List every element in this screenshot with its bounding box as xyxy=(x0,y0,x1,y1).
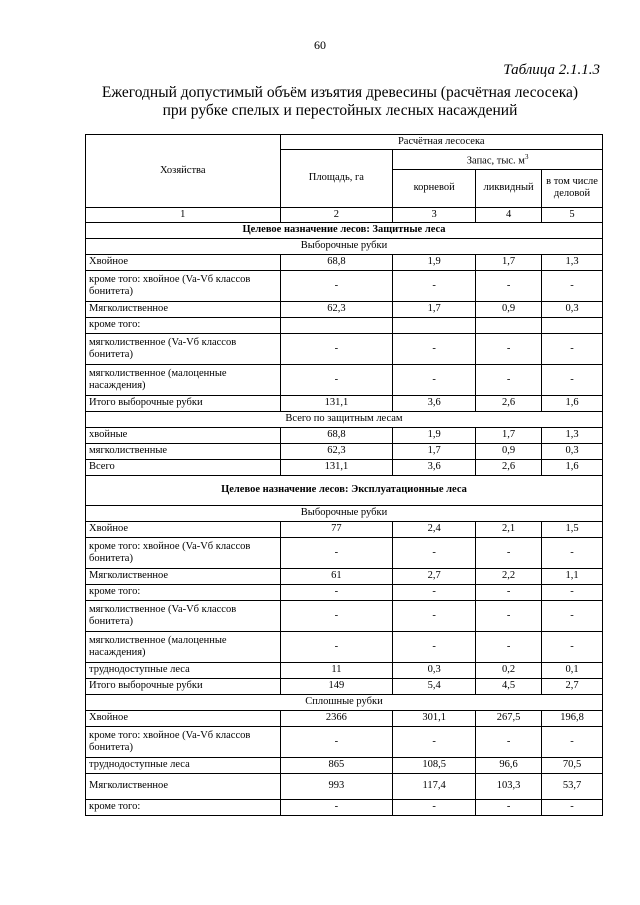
cell-stock-root: 2,7 xyxy=(393,568,476,584)
cell-area: - xyxy=(280,726,393,757)
table-row xyxy=(86,333,603,364)
header-stock-label: Запас, тыс. м xyxy=(466,155,525,167)
cell-stock-liquid: 0,9 xyxy=(476,443,542,459)
cell-stock-liquid xyxy=(476,317,542,333)
cutting-table xyxy=(85,134,603,816)
cell-stock-business: - xyxy=(542,799,603,815)
row-label: Мягколиственное xyxy=(86,773,281,799)
cell-stock-business: - xyxy=(542,333,603,364)
cell-stock-root: - xyxy=(393,537,476,568)
cell-area: - xyxy=(280,270,393,301)
section-title: Целевое назначение лесов: Защитные леса xyxy=(86,222,603,238)
table-row xyxy=(86,726,603,757)
cell-stock-business xyxy=(542,317,603,333)
subsection-row xyxy=(86,694,603,710)
cell-stock-root: 2,4 xyxy=(393,521,476,537)
cell-stock-root: - xyxy=(393,333,476,364)
row-label: труднодоступные леса xyxy=(86,757,281,773)
cell-area: 11 xyxy=(280,662,393,678)
cell-stock-root: - xyxy=(393,631,476,662)
cell-stock-root: 1,7 xyxy=(393,301,476,317)
table-row xyxy=(86,317,603,333)
cell-stock-liquid: - xyxy=(476,726,542,757)
cell-stock-business: 1,3 xyxy=(542,254,603,270)
table-header xyxy=(86,135,603,223)
cell-stock-liquid: 2,6 xyxy=(476,459,542,475)
cell-stock-root: - xyxy=(393,364,476,395)
cell-stock-liquid: 4,5 xyxy=(476,678,542,694)
colnum-2: 2 xyxy=(280,207,393,222)
table-row xyxy=(86,270,603,301)
colnum-4: 4 xyxy=(476,207,542,222)
cell-area: - xyxy=(280,799,393,815)
row-label: мягколиственные xyxy=(86,443,281,459)
table-row xyxy=(86,799,603,815)
title-line-1: Ежегодный допустимый объём изъятия древесины (расчётная лесосека) xyxy=(101,84,579,101)
cell-area: 61 xyxy=(280,568,393,584)
cell-area: - xyxy=(280,600,393,631)
header-calc-cut: Расчётная лесосека xyxy=(280,135,602,150)
cell-area: 149 xyxy=(280,678,393,694)
cell-stock-business: 1,1 xyxy=(542,568,603,584)
cell-stock-liquid: 267,5 xyxy=(476,710,542,726)
table-row xyxy=(86,521,603,537)
cell-stock-business: 0,1 xyxy=(542,662,603,678)
cell-stock-business: - xyxy=(542,600,603,631)
cell-area: - xyxy=(280,584,393,600)
cell-area: - xyxy=(280,631,393,662)
cell-stock-liquid: - xyxy=(476,537,542,568)
cell-stock-business: 1,5 xyxy=(542,521,603,537)
cell-stock-root: 3,6 xyxy=(393,459,476,475)
cell-area: - xyxy=(280,364,393,395)
cell-stock-root: - xyxy=(393,726,476,757)
colnum-5: 5 xyxy=(542,207,603,222)
subsection-row xyxy=(86,411,603,427)
table-row xyxy=(86,459,603,475)
section-row xyxy=(86,475,603,505)
cell-area: 865 xyxy=(280,757,393,773)
cell-stock-business: 0,3 xyxy=(542,443,603,459)
table-row xyxy=(86,773,603,799)
row-label: кроме того: хвойное (Va-Vб классов бонитета) xyxy=(86,726,281,757)
row-label: Хвойное xyxy=(86,710,281,726)
table-row xyxy=(86,631,603,662)
cell-stock-liquid: - xyxy=(476,600,542,631)
table-row xyxy=(86,584,603,600)
cell-area: 68,8 xyxy=(280,254,393,270)
table-row xyxy=(86,427,603,443)
table-row xyxy=(86,600,603,631)
cell-stock-business: 2,7 xyxy=(542,678,603,694)
colnum-1: 1 xyxy=(86,207,281,222)
row-label: кроме того: xyxy=(86,584,281,600)
header-stock-sup: 3 xyxy=(524,153,529,161)
table-number: Таблица 2.1.1.3 xyxy=(503,62,600,78)
row-label: мягколиственное (малоценные насаждения) xyxy=(86,631,281,662)
cell-stock-business: - xyxy=(542,537,603,568)
cell-stock-liquid: - xyxy=(476,584,542,600)
row-label: мягколиственное (Va-Vб классов бонитета) xyxy=(86,600,281,631)
cell-area: 68,8 xyxy=(280,427,393,443)
subsection-title: Выборочные рубки xyxy=(86,238,603,254)
cell-stock-business: - xyxy=(542,726,603,757)
row-label: кроме того: xyxy=(86,799,281,815)
cell-area: - xyxy=(280,333,393,364)
row-label: Мягколиственное xyxy=(86,568,281,584)
header-area: Площадь, га xyxy=(280,150,393,208)
header-stock xyxy=(393,150,603,170)
row-label: мягколиственное (Va-Vб классов бонитета) xyxy=(86,333,281,364)
row-label: кроме того: xyxy=(86,317,281,333)
subsection-title: Сплошные рубки xyxy=(86,694,603,710)
table-row xyxy=(86,662,603,678)
cell-area: 131,1 xyxy=(280,459,393,475)
cell-stock-business: - xyxy=(542,584,603,600)
table-row xyxy=(86,254,603,270)
cell-stock-liquid: - xyxy=(476,364,542,395)
cell-area: 62,3 xyxy=(280,301,393,317)
table-row xyxy=(86,710,603,726)
cell-area: - xyxy=(280,537,393,568)
cell-stock-liquid: - xyxy=(476,270,542,301)
row-label: хвойные xyxy=(86,427,281,443)
cell-stock-liquid: 0,2 xyxy=(476,662,542,678)
cell-stock-root xyxy=(393,317,476,333)
table-row xyxy=(86,757,603,773)
cell-stock-root: 5,4 xyxy=(393,678,476,694)
cell-area: 62,3 xyxy=(280,443,393,459)
section-row xyxy=(86,222,603,238)
cell-stock-root: 1,9 xyxy=(393,427,476,443)
cell-area: 131,1 xyxy=(280,395,393,411)
cell-area: 993 xyxy=(280,773,393,799)
subsection-row xyxy=(86,238,603,254)
subsection-title: Всего по защитным лесам xyxy=(86,411,603,427)
cell-stock-liquid: 0,9 xyxy=(476,301,542,317)
cell-stock-liquid: - xyxy=(476,333,542,364)
row-label: труднодоступные леса xyxy=(86,662,281,678)
cell-area: 77 xyxy=(280,521,393,537)
row-label: Мягколиственное xyxy=(86,301,281,317)
page-number: 60 xyxy=(314,38,326,52)
table-row xyxy=(86,568,603,584)
subsection-title: Выборочные рубки xyxy=(86,505,603,521)
cell-stock-root: - xyxy=(393,799,476,815)
cell-stock-business: - xyxy=(542,364,603,395)
row-label: Всего xyxy=(86,459,281,475)
cell-stock-liquid: 103,3 xyxy=(476,773,542,799)
row-label: кроме того: хвойное (Va-Vб классов бонитета) xyxy=(86,270,281,301)
row-label: Хвойное xyxy=(86,521,281,537)
cell-stock-root: 117,4 xyxy=(393,773,476,799)
cell-stock-liquid: 1,7 xyxy=(476,427,542,443)
cell-stock-liquid: 2,2 xyxy=(476,568,542,584)
cell-stock-liquid: 96,6 xyxy=(476,757,542,773)
cell-stock-root: 301,1 xyxy=(393,710,476,726)
subsection-row xyxy=(86,505,603,521)
cell-area xyxy=(280,317,393,333)
cell-stock-liquid: 2,1 xyxy=(476,521,542,537)
cell-stock-business: 1,6 xyxy=(542,395,603,411)
colnum-3: 3 xyxy=(393,207,476,222)
cell-stock-business: 1,6 xyxy=(542,459,603,475)
cell-stock-root: 0,3 xyxy=(393,662,476,678)
row-label: Итого выборочные рубки xyxy=(86,395,281,411)
cell-stock-root: - xyxy=(393,584,476,600)
cell-stock-liquid: - xyxy=(476,631,542,662)
cell-stock-root: - xyxy=(393,600,476,631)
table-row xyxy=(86,443,603,459)
row-label: Итого выборочные рубки xyxy=(86,678,281,694)
cell-stock-root: 1,9 xyxy=(393,254,476,270)
table-row xyxy=(86,364,603,395)
table-row xyxy=(86,301,603,317)
title-line-2: при рубке спелых и перестойных лесных насаждений xyxy=(162,102,518,119)
table-body xyxy=(86,222,603,815)
row-label: мягколиственное (малоценные насаждения) xyxy=(86,364,281,395)
header-farms: Хозяйства xyxy=(86,135,281,208)
section-title: Целевое назначение лесов: Эксплуатационные леса xyxy=(86,475,603,505)
cell-stock-liquid: 1,7 xyxy=(476,254,542,270)
cell-stock-business: 1,3 xyxy=(542,427,603,443)
table-row xyxy=(86,678,603,694)
table-row xyxy=(86,395,603,411)
row-label: Хвойное xyxy=(86,254,281,270)
cell-stock-root: 3,6 xyxy=(393,395,476,411)
cell-stock-business: 196,8 xyxy=(542,710,603,726)
cell-area: 2366 xyxy=(280,710,393,726)
header-root: корневой xyxy=(393,169,476,207)
cell-stock-root: - xyxy=(393,270,476,301)
cell-stock-business: 70,5 xyxy=(542,757,603,773)
cell-stock-business: 53,7 xyxy=(542,773,603,799)
cell-stock-business: - xyxy=(542,631,603,662)
table-row xyxy=(86,537,603,568)
cell-stock-business: 0,3 xyxy=(542,301,603,317)
cell-stock-liquid: - xyxy=(476,799,542,815)
header-liquid: ликвидный xyxy=(476,169,542,207)
cell-stock-root: 1,7 xyxy=(393,443,476,459)
cell-stock-liquid: 2,6 xyxy=(476,395,542,411)
header-incl-business: в том числе деловой xyxy=(542,169,603,207)
table-title xyxy=(60,84,620,120)
cell-stock-business: - xyxy=(542,270,603,301)
cell-stock-root: 108,5 xyxy=(393,757,476,773)
row-label: кроме того: хвойное (Va-Vб классов бонитета) xyxy=(86,537,281,568)
